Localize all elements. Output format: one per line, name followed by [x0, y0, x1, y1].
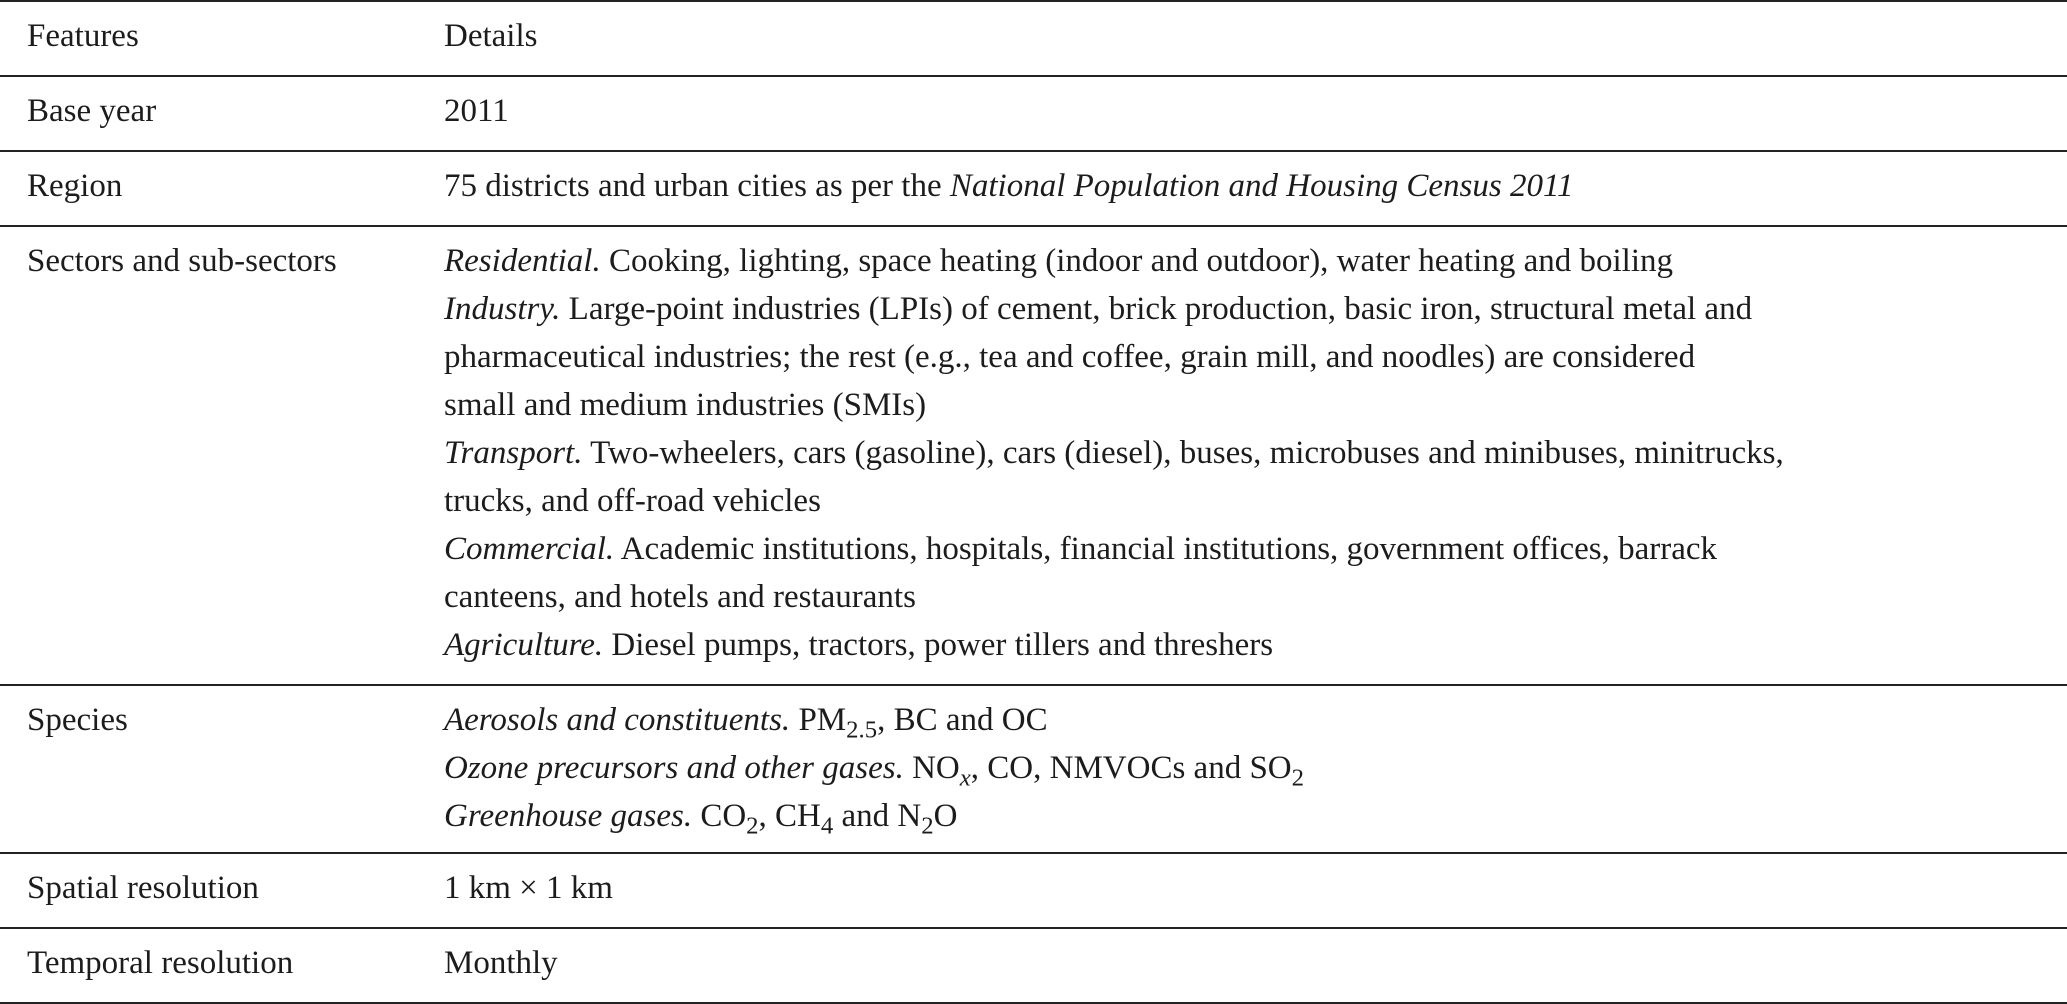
- region-label: Region: [0, 151, 444, 226]
- aerosols-rest: , BC and OC: [877, 702, 1048, 738]
- agriculture-text: Diesel pumps, tractors, power tillers and threshers: [603, 627, 1274, 663]
- transport-text-1: Two-wheelers, cars (gasoline), cars (diesel), buses, microbuses and minibuses, minitrucks,: [582, 435, 1784, 471]
- commercial-text-2: canteens, and hotels and restaurants: [444, 579, 916, 615]
- base-year-value: 2011: [444, 76, 2067, 151]
- aerosols-line: [444, 696, 2047, 744]
- pm-subscript: 2.5: [846, 716, 878, 744]
- transport-label: Transport.: [444, 435, 583, 471]
- industry-text-1: Large-point industries (LPIs) of cement, brick production, basic iron, structural metal and: [560, 291, 1753, 327]
- spatial-label: Spatial resolution: [0, 853, 444, 928]
- ch-text: , CH: [758, 798, 821, 834]
- industry-text-2: pharmaceutical industries; the rest (e.g., tea and coffee, grain mill, and noodles) are considered: [444, 339, 1696, 375]
- ozone-line: [444, 744, 2047, 792]
- n-subscript: 2: [921, 812, 934, 840]
- spatial-value: 1 km × 1 km: [444, 853, 2067, 928]
- agriculture-line: [444, 621, 2047, 669]
- pm-text: PM: [790, 702, 847, 738]
- sectors-label: Sectors and sub-sectors: [0, 226, 444, 685]
- commercial-text-1: Academic institutions, hospitals, financial institutions, government offices, barrack: [614, 531, 1718, 567]
- header-features: Features: [0, 1, 444, 76]
- so-subscript: 2: [1291, 764, 1305, 792]
- table-row: [0, 76, 2067, 151]
- table-header-row: [0, 1, 2067, 76]
- residential-label: Residential.: [444, 243, 601, 279]
- sectors-value: [444, 226, 2067, 685]
- header-details: Details: [444, 1, 2067, 76]
- co-text: CO: [692, 798, 747, 834]
- no-text: NO: [903, 750, 960, 786]
- region-text: 75 districts and urban cities as per the: [444, 168, 950, 204]
- region-census: National Population and Housing Census 2011: [949, 168, 1574, 204]
- residential-text: Cooking, lighting, space heating (indoor and outdoor), water heating and boiling: [600, 243, 1673, 279]
- transport-line: [444, 429, 2047, 477]
- table-row: [0, 928, 2067, 1003]
- residential-line: [444, 237, 2047, 285]
- industry-text-3: small and medium industries (SMIs): [444, 387, 927, 423]
- table-row: [0, 226, 2067, 685]
- no-subscript: x: [959, 764, 971, 792]
- industry-line: [444, 285, 2047, 333]
- species-label: Species: [0, 685, 444, 853]
- ozone-label: Ozone precursors and other gases.: [444, 750, 904, 786]
- agriculture-label: Agriculture.: [444, 627, 604, 663]
- table-row: [0, 151, 2067, 226]
- ch-subscript: 4: [820, 812, 834, 840]
- o-text: O: [933, 798, 958, 834]
- table-row: [0, 853, 2067, 928]
- co-subscript: 2: [746, 812, 759, 840]
- species-value: [444, 685, 2067, 853]
- industry-label: Industry.: [444, 291, 561, 327]
- ozone-mid: , CO, NMVOCs and SO: [970, 750, 1292, 786]
- temporal-label: Temporal resolution: [0, 928, 444, 1003]
- region-value: [444, 151, 2067, 226]
- commercial-line: [444, 525, 2047, 573]
- base-year-label: Base year: [0, 76, 444, 151]
- transport-text-2: trucks, and off-road vehicles: [444, 483, 821, 519]
- ghg-label: Greenhouse gases.: [444, 798, 693, 834]
- temporal-value: Monthly: [444, 928, 2067, 1003]
- table-row: [0, 685, 2067, 853]
- ghg-line: [444, 792, 2047, 840]
- n-text: and N: [833, 798, 922, 834]
- commercial-label: Commercial.: [444, 531, 615, 567]
- aerosols-label: Aerosols and constituents.: [444, 702, 791, 738]
